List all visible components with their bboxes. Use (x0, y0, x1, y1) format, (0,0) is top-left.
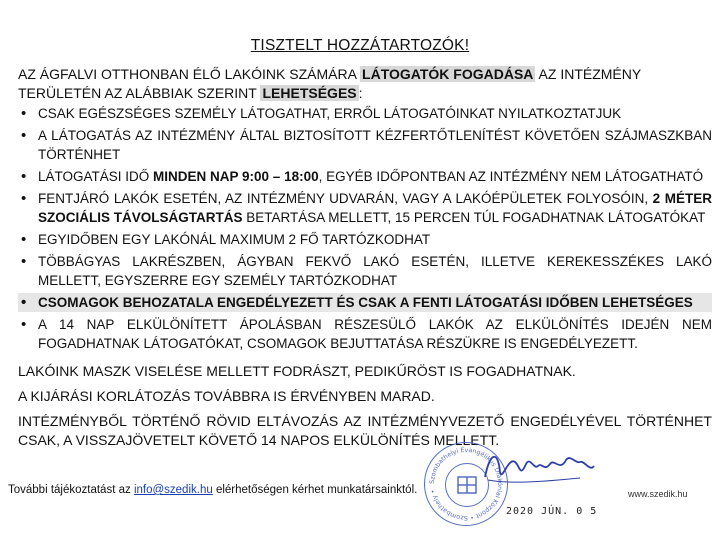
rule-bold-text: MINDEN NAP 9:00 – 18:00 (153, 169, 319, 184)
website-label: www.szedik.hu (628, 489, 688, 499)
page-title: TISZTELT HOZZÁTARTOZÓK! (250, 37, 470, 54)
rule-item-highlighted (18, 293, 712, 312)
rule-item (18, 252, 712, 290)
rule-item (18, 189, 712, 227)
intro-highlight-visitors: LÁTOGATÓK FOGADÁSA (362, 66, 534, 82)
rule-item (18, 126, 712, 164)
date-stamp: 2020 JÚN. 0 5 (506, 506, 598, 517)
intro-text-2: AZ INTÉZMÉNY TERÜLETÉN AZ ALÁBBIAK SZERINT (18, 66, 641, 101)
rule-item (18, 104, 712, 123)
paragraph-leave: INTÉZMÉNYBŐL TÖRTÉNŐ RÖVID ELTÁVOZÁS AZ INTÉZMÉNYVEZETŐ ENGEDÉLYÉVEL TÖRTÉNHET CSAK, A VISSZAJÖVETELT KÖVETŐ 14 NAPOS ELKÜLÖNÍTÉS MELLETT. (18, 413, 712, 448)
rule-text: BETARTÁSA MELLETT, 15 PERCEN TÚL FOGADHATNAK LÁTOGATÓKAT (242, 210, 706, 225)
rule-text: CSOMAGOK BEHOZATALA ENGEDÉLYEZETT ÉS CSAK A FENTI LÁTOGATÁSI IDŐBEN LEHETSÉGES (38, 295, 693, 310)
intro-highlight-possible: LEHETSÉGES (262, 85, 357, 101)
intro-text-1: AZ ÁGFALVI OTTHONBAN ÉLŐ LAKÓINK SZÁMÁRA (18, 66, 361, 82)
rule-text: A LÁTOGATÁS AZ INTÉZMÉNY ÁLTAL BIZTOSÍTOTT KÉZFERTŐTLENÍTÉST KÖVETŐEN SZÁJMASZKBAN TÖRTÉNHET (38, 128, 712, 162)
footer-text: elérhetőségen kérhet munkatársainktól. (212, 484, 418, 496)
signature-icon (480, 442, 600, 497)
rule-text: , EGYÉB IDŐPONTBAN AZ INTÉZMÉNY NEM LÁTOGATHATÓ (318, 169, 704, 184)
rule-text: CSAK EGÉSZSÉGES SZEMÉLY LÁTOGATHAT, ERRŐL LÁTOGATÓINKAT NYILATKOZTATJUK (38, 106, 622, 121)
paragraph-curfew: A KIJÁRÁSI KORLÁTOZÁS TOVÁBBRA IS ÉRVÉNYBEN MARAD. (18, 388, 435, 404)
footer-text: További tájékoztatást az (8, 484, 134, 496)
rule-item (18, 315, 712, 353)
rule-item (18, 167, 712, 186)
rule-text: A 14 NAP ELKÜLÖNÍTETT ÁPOLÁSBAN RÉSZESÜLŐ LAKÓK AZ ELKÜLÖNÍTÉS IDEJÉN NEM FOGADHATNAK LÁTOGATÓKAT, CSOMAGOK BEJUTTATÁSA RÉSZÜKRE IS ENGEDÉLYEZETT. (38, 317, 712, 351)
rule-text: TÖBBÁGYAS LAKRÉSZBEN, ÁGYBAN FEKVŐ LAKÓ ESETÉN, ILLETVE KEREKESSZÉKES LAKÓ MELLETT, EGYSZERRE EGY SZEMÉLY TARTÓZKODHAT (38, 254, 712, 288)
email-link[interactable]: info@szedik.hu (133, 484, 213, 496)
rule-item (18, 230, 712, 249)
rule-text: EGYIDŐBEN EGY LAKÓNÁL MAXIMUM 2 FŐ TARTÓZKODHAT (38, 232, 431, 247)
intro-text-3: : (358, 85, 363, 101)
rule-text: FENTJÁRÓ LAKÓK ESETÉN, AZ INTÉZMÉNY UDVARÁN, VAGY A LAKÓÉPÜLETEK FOLYOSÓIN, (38, 191, 653, 206)
paragraph-hairdresser: LAKÓINK MASZK VISELÉSE MELLETT FODRÁSZT, PEDIKŰRÖST IS FOGADHATNAK. (18, 363, 576, 379)
footer-contact (8, 484, 417, 496)
stamp-text: Szombathelyi Evangélikus Diakóniai Központ • Szombathely • (428, 446, 504, 522)
rules-list (18, 104, 712, 356)
rule-text: LÁTOGATÁSI IDŐ (38, 169, 154, 184)
rule-bold-text: 2 MÉTER SZOCIÁLIS TÁVOLSÁGTARTÁS (38, 191, 713, 225)
intro-paragraph (18, 65, 712, 103)
